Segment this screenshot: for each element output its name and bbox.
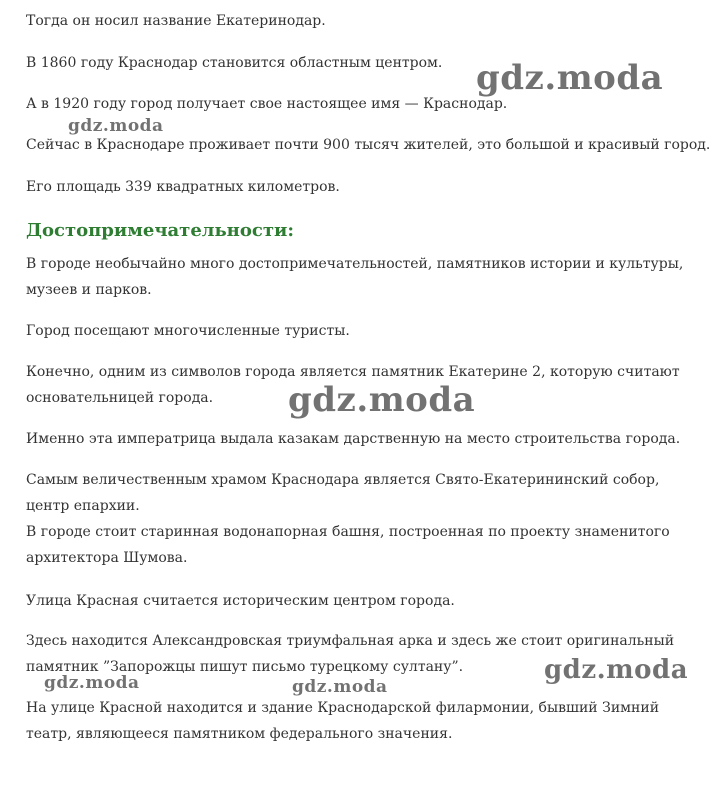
watermark: gdz.moda [544,655,689,685]
watermark: gdz.moda [44,673,140,693]
paragraph-line: В 1860 году Краснодар становится областным центром. [26,55,443,71]
paragraph-line: Самым величественным храмом Краснодара является Свято-Екатерининский собор, [26,472,660,488]
paragraph-line: центр епархии. [26,498,140,514]
paragraph-line: Город посещают многочисленные туристы. [26,323,350,339]
paragraph-line: музеев и парков. [26,282,152,298]
watermark: gdz.moda [292,677,388,697]
paragraph-line: Улица Красная считается историческим центром города. [26,593,455,609]
paragraph-line: Здесь находится Александровская триумфальная арка и здесь же стоит оригинальный [26,633,675,649]
paragraph-line: Конечно, одним из символов города является памятник Екатерине 2, которую считают [26,364,680,380]
paragraph-line: театр, являющееся памятником федерального значения. [26,726,453,742]
paragraph-line: В городе необычайно много достопримечательностей, памятников истории и культуры, [26,256,684,272]
section-heading: Достопримечательности: [26,220,294,241]
paragraph-line: Тогда он носил название Екатеринодар. [26,13,326,29]
paragraph-line: Именно эта императрица выдала казакам дарственную на место строительства города. [26,431,681,447]
paragraph-line: Сейчас в Краснодаре проживает почти 900 тысяч жителей, это большой и красивый город. [26,137,711,153]
watermark: gdz.moda [68,116,164,136]
paragraph-line: А в 1920 году город получает свое настоящее имя — Краснодар. [26,96,508,112]
paragraph-line: памятник ”Запорожцы пишут письмо турецкому султану”. [26,659,464,675]
paragraph-line: основательницей города. [26,390,214,406]
watermark: gdz.moda [476,58,664,98]
watermark: gdz.moda [288,380,476,420]
paragraph-line: На улице Красной находится и здание Краснодарской филармонии, бывший Зимний [26,700,660,716]
paragraph-line: архитектора Шумова. [26,550,188,566]
paragraph-line: В городе стоит старинная водонапорная башня, построенная по проекту знаменитого [26,524,670,540]
paragraph-line: Его площадь 339 квадратных километров. [26,179,340,195]
